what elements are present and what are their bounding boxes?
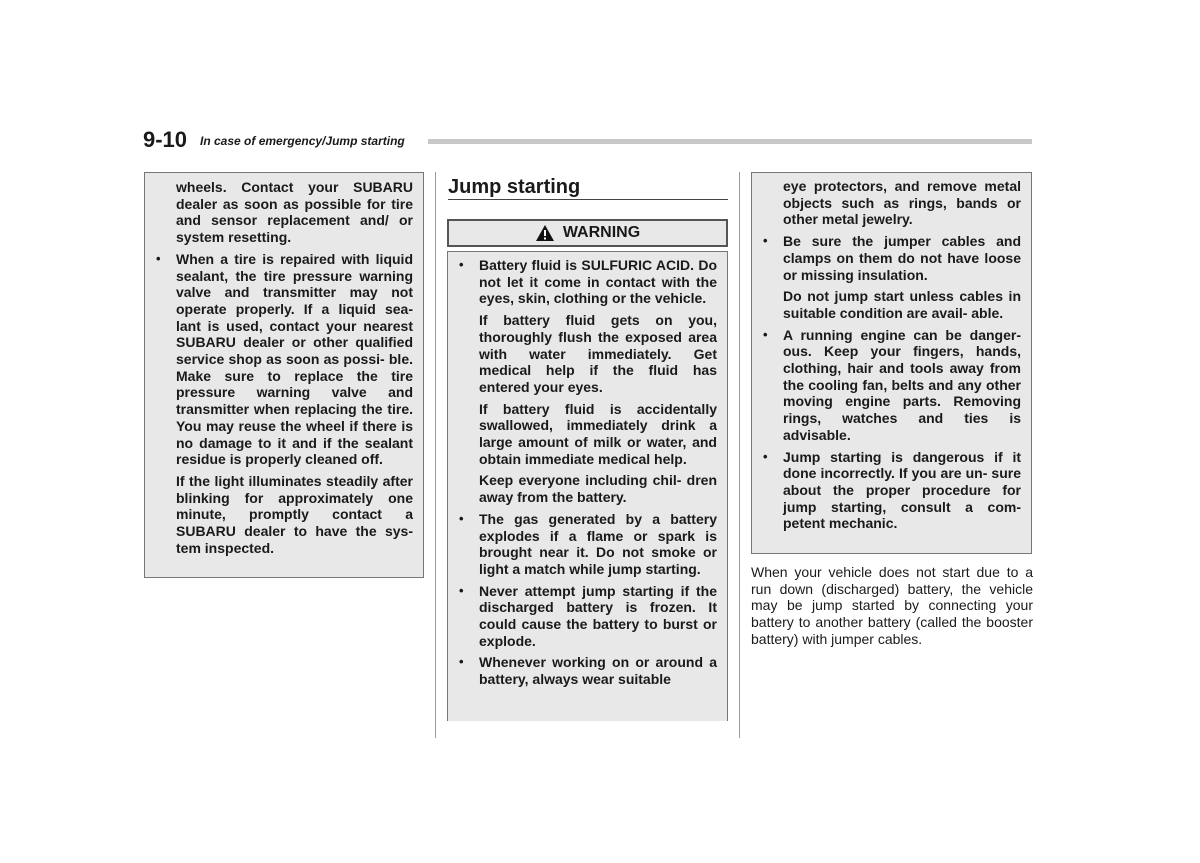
warning-header: [447, 219, 728, 247]
warning-icon: [535, 224, 555, 242]
warning-box-continued: [751, 172, 1032, 554]
section-title: In case of emergency/Jump starting: [200, 134, 405, 148]
notice-paragraph: If the light illuminates steadily after blinking for approximately one minute, promptly contact a SUBARU dealer to have the sys- tem inspected.: [176, 472, 413, 556]
warning-paragraph: Do not jump start unless cables in suitable condition are avail- able.: [783, 288, 1021, 321]
column-divider: [739, 172, 740, 738]
column-divider: [435, 172, 436, 738]
warning-bullet: • The gas generated by a battery explodes if a flame or spark is brought near it. Do not smoke or light a match while jump starting.: [448, 511, 717, 578]
notice-paragraph: wheels. Contact your SUBARU dealer as soon as possible for tire and sensor replacement and/ or system resetting.: [176, 179, 413, 246]
page-number: 9-10: [143, 127, 188, 152]
section-heading: Jump starting: [448, 176, 581, 198]
warning-paragraph: If battery fluid is accidentally swallowed, immediately drink a large amount of milk or water, and obtain immediate medical help.: [479, 400, 717, 467]
body-paragraph: When your vehicle does not start due to a run down (discharged) battery, the vehicle may be jump started by connecting your battery to another battery (called the booster battery) with jumper cables.: [751, 564, 1033, 647]
warning-bullet: • Jump starting is dangerous if it done incorrectly. If you are un- sure about the proper procedure for jump starting, consult a com- petent mechanic.: [752, 449, 1021, 533]
warning-bullet: • Be sure the jumper cables and clamps on them do not have loose or missing insulation.: [752, 233, 1021, 283]
notice-bullet: • When a tire is repaired with liquid sealant, the tire pressure warning valve and transmitter may not operate properly. If a liquid sea- lant is used, contact your nearest SUBARU dealer or other qualified service shop as soon as possi- ble. Make sure to replace the tire pressure warning valve and transmitter when replacing the tire. You may reuse the wheel if there is no damage to it and if the sealant residue is properly cleaned off.: [145, 251, 413, 468]
warning-bullet: • Never attempt jump starting if the discharged battery is frozen. It could cause the battery to burst or explode.: [448, 583, 717, 650]
page-header: [143, 128, 1033, 152]
warning-bullet: • Whenever working on or around a battery, always wear suitable: [448, 654, 717, 687]
warning-bullet: • Battery fluid is SULFURIC ACID. Do not let it come in contact with the eyes, skin, clothing or the vehicle.: [448, 257, 717, 307]
warning-paragraph: Keep everyone including chil- dren away from the battery.: [479, 472, 717, 506]
warning-paragraph: If battery fluid gets on you, thoroughly flush the exposed area with water immediately. Get medical help if the fluid has entered your eyes.: [479, 312, 717, 395]
warning-bullet: • A running engine can be danger- ous. Keep your fingers, hands, clothing, hair and tools away from the cooling fan, belts and any other moving engine parts. Removing rings, watches and ties is advisable.: [752, 327, 1021, 444]
tire-notice-box: [144, 172, 424, 578]
warning-paragraph: eye protectors, and remove metal objects such as rings, bands or other metal jewelry.: [783, 178, 1021, 228]
header-rule: [428, 139, 1032, 144]
warning-box: [447, 251, 728, 721]
heading-underline: [448, 199, 728, 200]
warning-label: WARNING: [562, 224, 641, 241]
